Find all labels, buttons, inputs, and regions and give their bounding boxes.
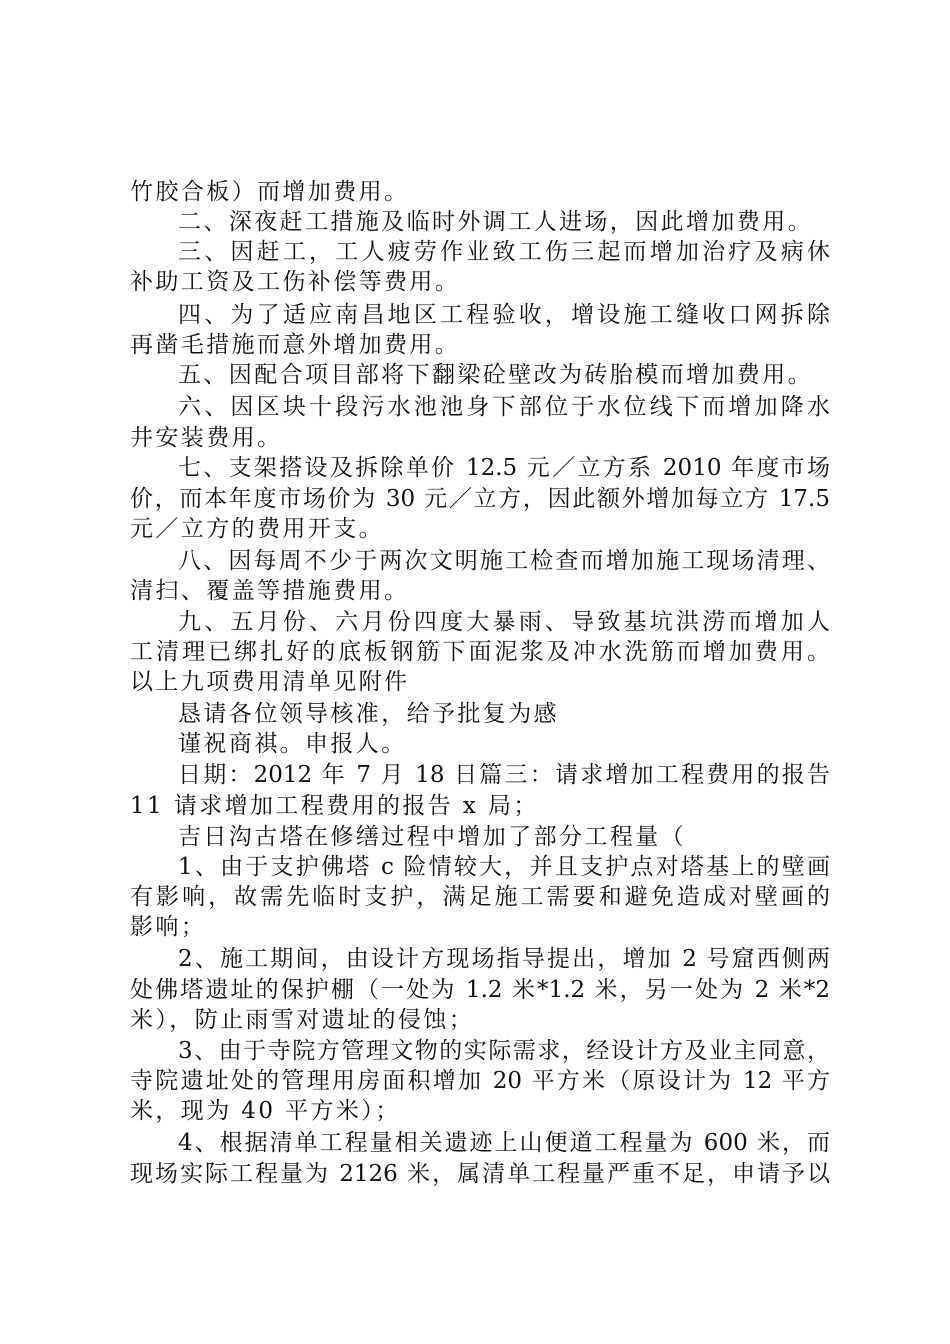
text-line-26: 2、施工期间，由设计方现场指导提出，增加 2 号窟西侧两	[178, 946, 830, 972]
text-line-21: 11 请求增加工程费用的报告 x 局；	[130, 793, 539, 819]
text-line-32: 4、根据清单工程量相关遗迹上山便道工程量为 600 米，而	[178, 1130, 830, 1156]
text-line-16: 工清理已绑扎好的底板钢筋下面泥浆及冲水洗筋而增加费用。	[130, 639, 830, 665]
text-line-22: 吉日沟古塔在修缮过程中增加了部分工程量（	[178, 824, 686, 850]
text-line-8: 六、因区块十段污水池池身下部位于水位线下而增加降水	[178, 394, 830, 420]
text-line-17: 以上九项费用清单见附件	[130, 669, 410, 695]
text-line-29: 3、由于寺院方管理文物的实际需求，经设计方及业主同意，	[178, 1038, 830, 1064]
text-line-24: 有影响，故需先临时支护，满足施工需要和避免造成对壁画的	[130, 884, 830, 910]
text-line-27: 处佛塔遗址的保护棚（一处为 1.2 米*1.2 米，另一处为 2 米*2	[130, 977, 830, 1003]
text-line-12: 元／立方的费用开支。	[130, 516, 384, 542]
text-line-3: 三、因赶工，工人疲劳作业致工伤三起而增加治疗及病休	[178, 239, 830, 265]
text-line-23: 1、由于支护佛塔 c 险情较大，并且支护点对塔基上的壁画	[178, 854, 830, 880]
text-line-28: 米），防止雨雪对遗址的侵蚀；	[130, 1007, 475, 1033]
text-line-31: 米，现为 40 平方米）；	[130, 1098, 401, 1124]
text-line-33: 现场实际工程量为 2126 米，属清单工程量严重不足，申请予以	[130, 1161, 830, 1187]
text-line-14: 清扫、覆盖等措施费用。	[130, 578, 410, 604]
text-line-11: 价，而本年度市场价为 30 元／立方，因此额外增加每立方 17.5	[130, 486, 830, 512]
text-line-9: 井安装费用。	[130, 425, 283, 451]
text-line-2: 二、深夜赶工措施及临时外调工人进场，因此增加费用。	[178, 209, 813, 235]
text-line-25: 影响；	[130, 914, 207, 940]
text-line-19: 谨祝商祺。申报人。	[178, 731, 407, 757]
text-line-30: 寺院遗址处的管理用房面积增加 20 平方米（原设计为 12 平方	[130, 1068, 830, 1094]
text-line-6: 再凿毛措施而意外增加费用。	[130, 332, 461, 358]
text-line-20: 日期：2012 年 7 月 18 日篇三：请求增加工程费用的报告	[178, 762, 830, 788]
text-line-5: 四、为了适应南昌地区工程验收，增设施工缝收口网拆除	[178, 302, 830, 328]
text-line-7: 五、因配合项目部将下翻梁砼壁改为砖胎模而增加费用。	[178, 362, 813, 388]
text-line-18: 恳请各位领导核准，给予批复为感	[178, 701, 559, 727]
text-line-1: 竹胶合板）而增加费用。	[130, 179, 410, 205]
text-line-10: 七、支架搭设及拆除单价 12.5 元／立方系 2010 年度市场	[178, 455, 830, 481]
text-line-4: 补助工资及工伤补偿等费用。	[130, 269, 461, 295]
text-line-15: 九、五月份、六月份四度大暴雨、导致基坑洪涝而增加人	[178, 609, 830, 635]
text-line-13: 八、因每周不少于两次文明施工检查而增加施工现场清理、	[178, 548, 830, 574]
